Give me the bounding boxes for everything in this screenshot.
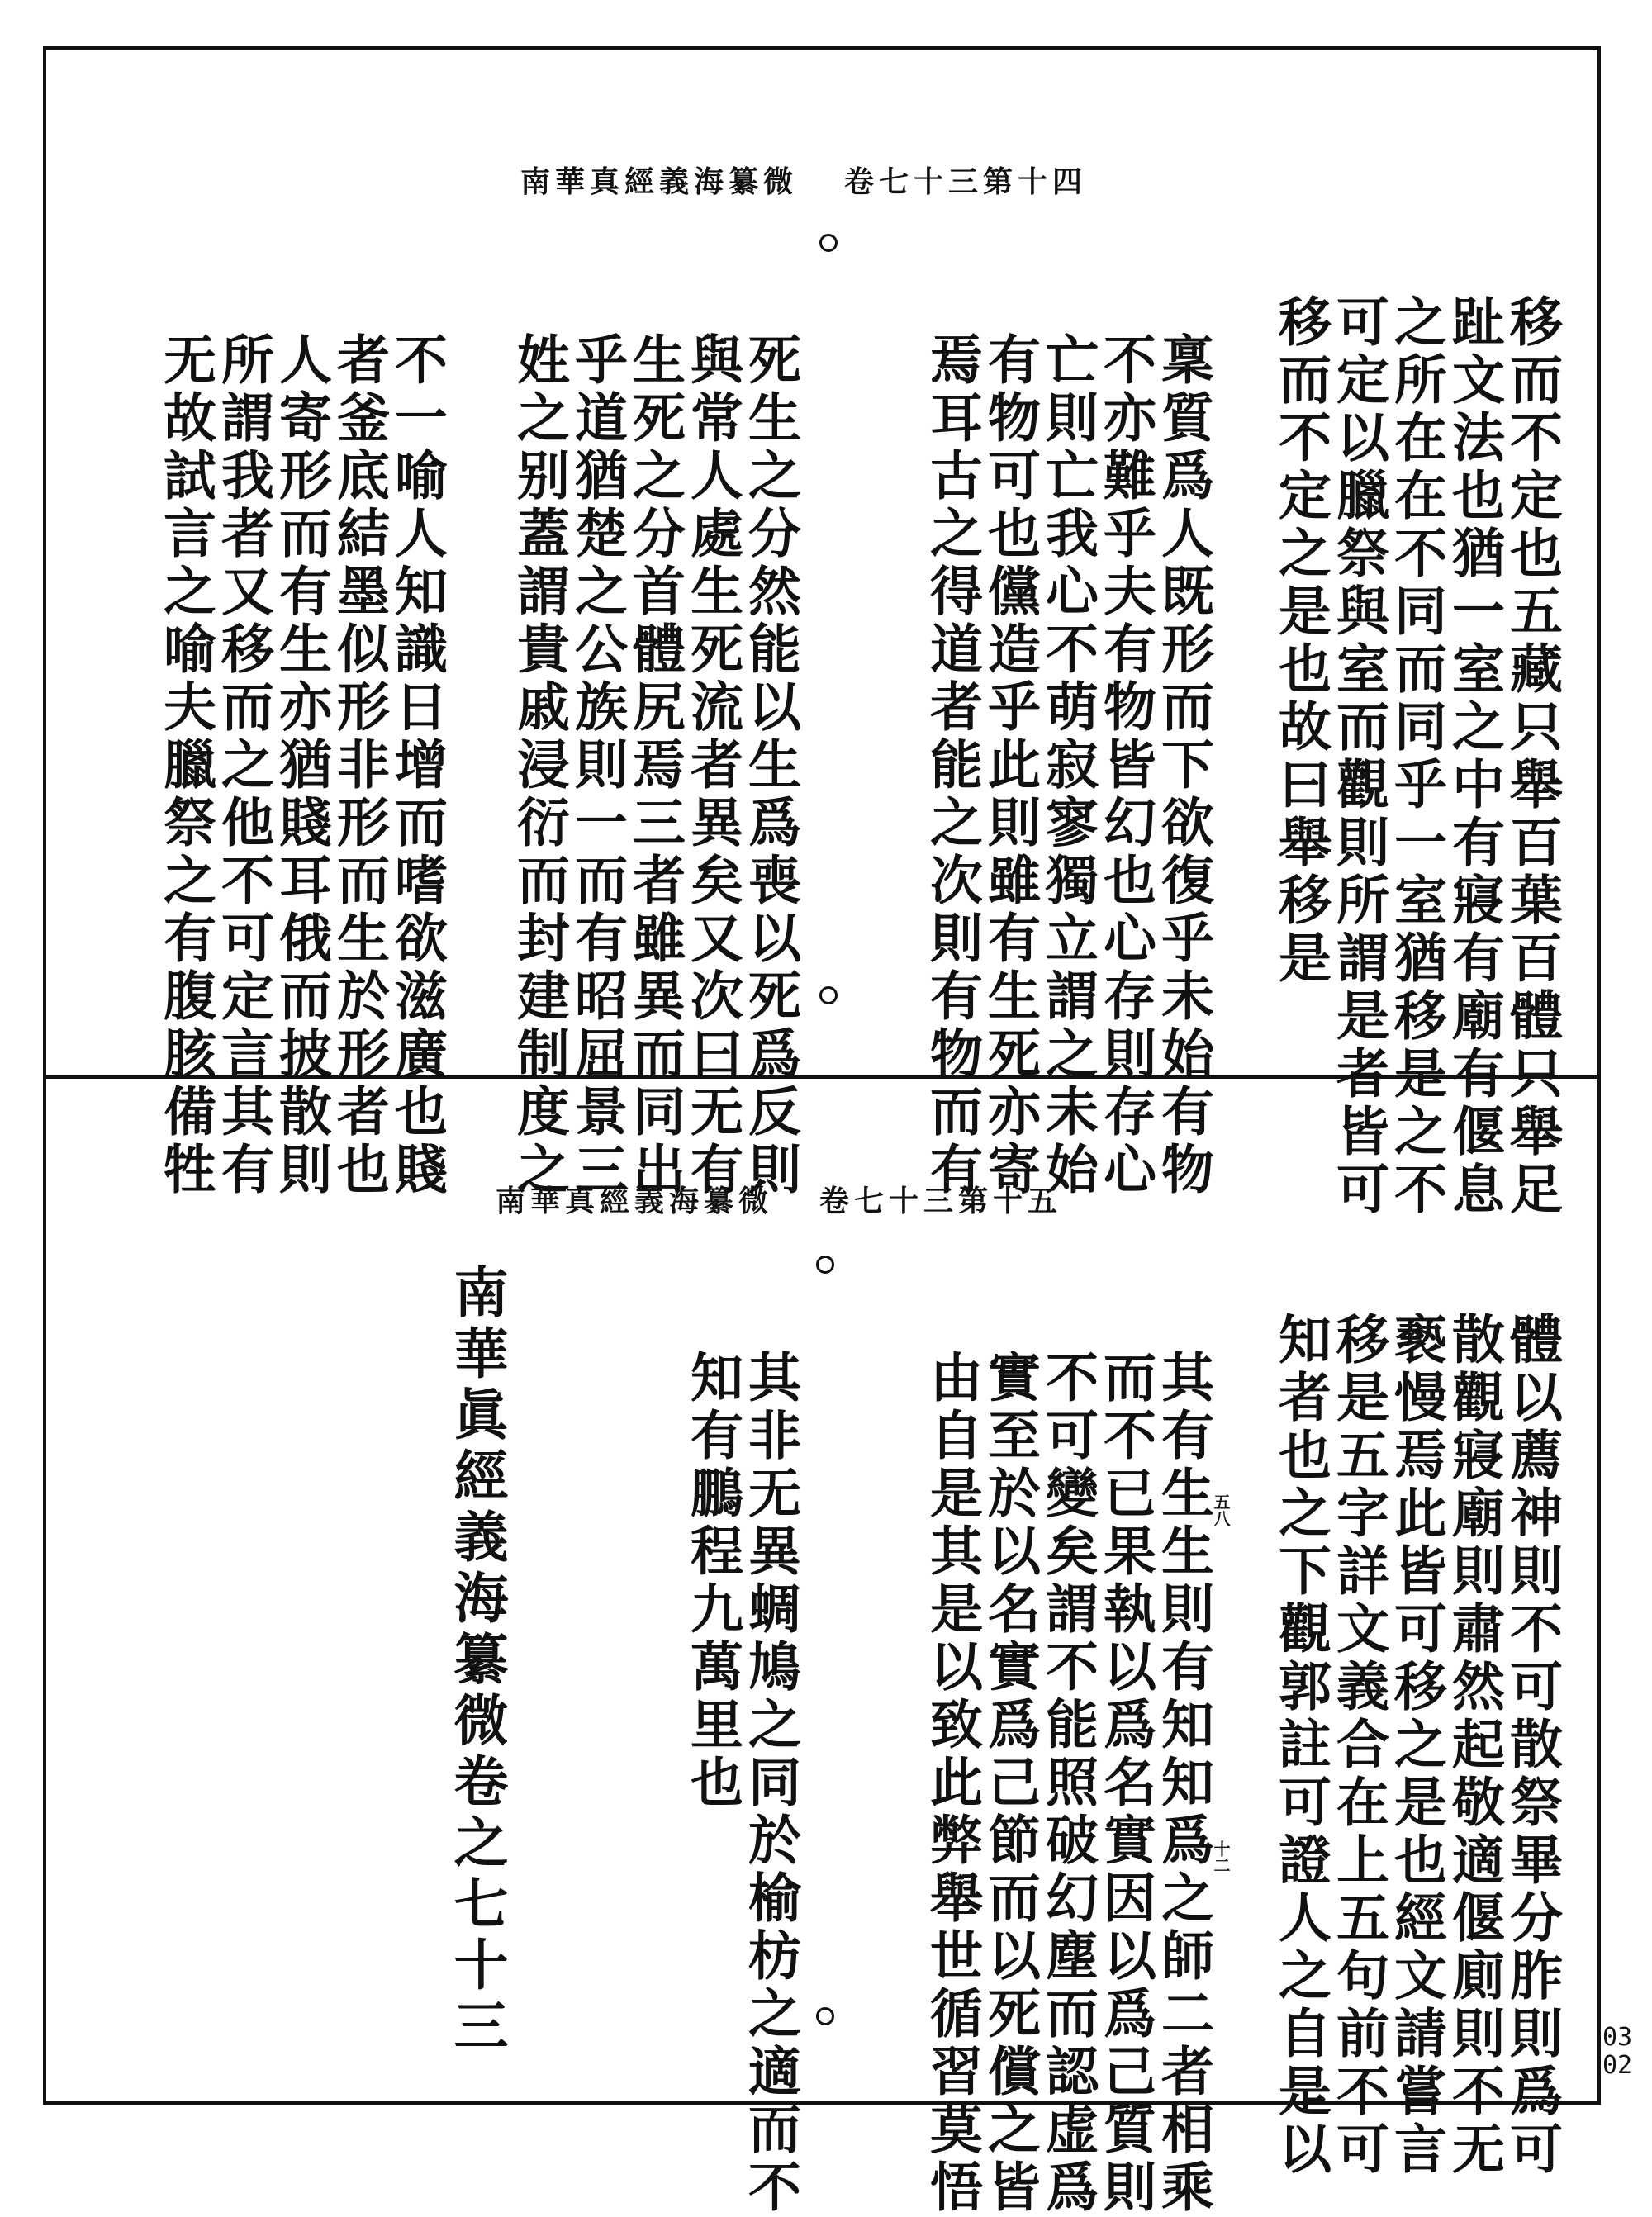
text-column: 其非无異蜩鳩之同於榆枋之適而不	[739, 1350, 801, 2217]
punctuation-circle	[816, 2007, 834, 2025]
text-column: 焉耳古之得道者能之次則有物而有	[921, 332, 983, 1199]
text-column: 人寄形而有生亦猶賤耳俄而披散則	[270, 332, 332, 1199]
text-column: 知者也之下觀郭註可證人之自是以	[1270, 1312, 1332, 2179]
text-column: 姓之别蓋謂貴戚浸衍而封建制度之	[508, 332, 570, 1199]
text-column: 不一喻人知識日增而嗜欲滋廣也賤	[386, 332, 448, 1199]
annotation-mark: 十二	[1211, 1840, 1231, 1873]
annotation-mark: 五八	[1211, 1493, 1231, 1526]
text-column: 亡則亡我心不萌寂寥獨立謂之未始	[1037, 332, 1099, 1199]
text-column: 移而不定之是也故曰舉移是	[1270, 294, 1332, 988]
text-column: 實至於以名實爲己節而以死償之皆	[979, 1350, 1041, 2217]
text-column: 由自是其是以致此弊舉世循習莫悟	[921, 1350, 983, 2217]
top-header-volume: 卷七十三第十四	[844, 164, 1088, 199]
punctuation-circle	[819, 986, 838, 1004]
page-number: 0302	[1602, 2023, 1633, 2080]
bottom-running-header	[496, 1178, 1062, 1220]
text-column: 无故試言之喻夫臘祭之有腹胲備牲	[154, 332, 216, 1199]
text-column: 不可變矣謂不能照破幻塵而認虚爲	[1037, 1350, 1099, 2217]
text-column: 者釜底結墨似形非形而生於形者也	[328, 332, 390, 1199]
chapter-end-title: 南華眞經義海纂微卷之七十三	[444, 1264, 509, 2058]
text-column: 有物可也儻造乎此則雖有生死亦寄	[979, 332, 1041, 1199]
text-column: 可定以臘祭與室而觀則所謂是者皆可	[1327, 294, 1389, 1219]
text-column: 體以薦神則不可散祭畢分胙則爲可	[1501, 1312, 1563, 2179]
punctuation-circle	[816, 1256, 834, 1274]
text-column: 移是五字詳文義合在上五句前不可	[1327, 1312, 1389, 2179]
punctuation-circle	[819, 234, 838, 252]
bottom-header-volume: 卷七十三第十五	[819, 1184, 1063, 1218]
text-column: 知有鵬程九萬里也	[681, 1350, 743, 1812]
text-column: 與常人處生死流者異矣又次曰无有	[681, 332, 743, 1199]
text-column: 移而不定也五藏只舉百葉百體只舉足	[1501, 294, 1563, 1219]
text-column: 趾文法也猶一室之中有寢有廟有偃息	[1443, 294, 1505, 1219]
text-column: 散觀寢廟則肅然起敬適偃廁則不无	[1443, 1312, 1505, 2179]
text-column: 褻慢焉此皆可移之是也經文請嘗言	[1385, 1312, 1447, 2179]
text-column: 稟質爲人既形而下欲復乎未始有物	[1152, 332, 1214, 1199]
text-column: 所謂我者又移而之他不可定言其有	[212, 332, 274, 1199]
text-column: 其有生生則有知知爲之師二者相乘	[1152, 1350, 1214, 2217]
top-header-title: 南華真經義海纂微	[520, 164, 799, 199]
text-column: 之所在在不同而同乎一室猶移是之不	[1385, 294, 1447, 1219]
text-column: 乎道猶楚之公族則一而有昭屈景三	[566, 332, 628, 1199]
text-column: 生死之分首體尻焉三者雖異而同出	[624, 332, 686, 1199]
bottom-header-title: 南華真經義海纂微	[496, 1184, 774, 1218]
top-running-header	[520, 159, 1087, 201]
text-column: 而不已果執以爲名實因以爲己質則	[1094, 1350, 1156, 2217]
text-column: 不亦難乎夫有物皆幻也心存則存心	[1094, 332, 1156, 1199]
text-column: 死生之分然能以生爲喪以死爲反則	[739, 332, 801, 1199]
